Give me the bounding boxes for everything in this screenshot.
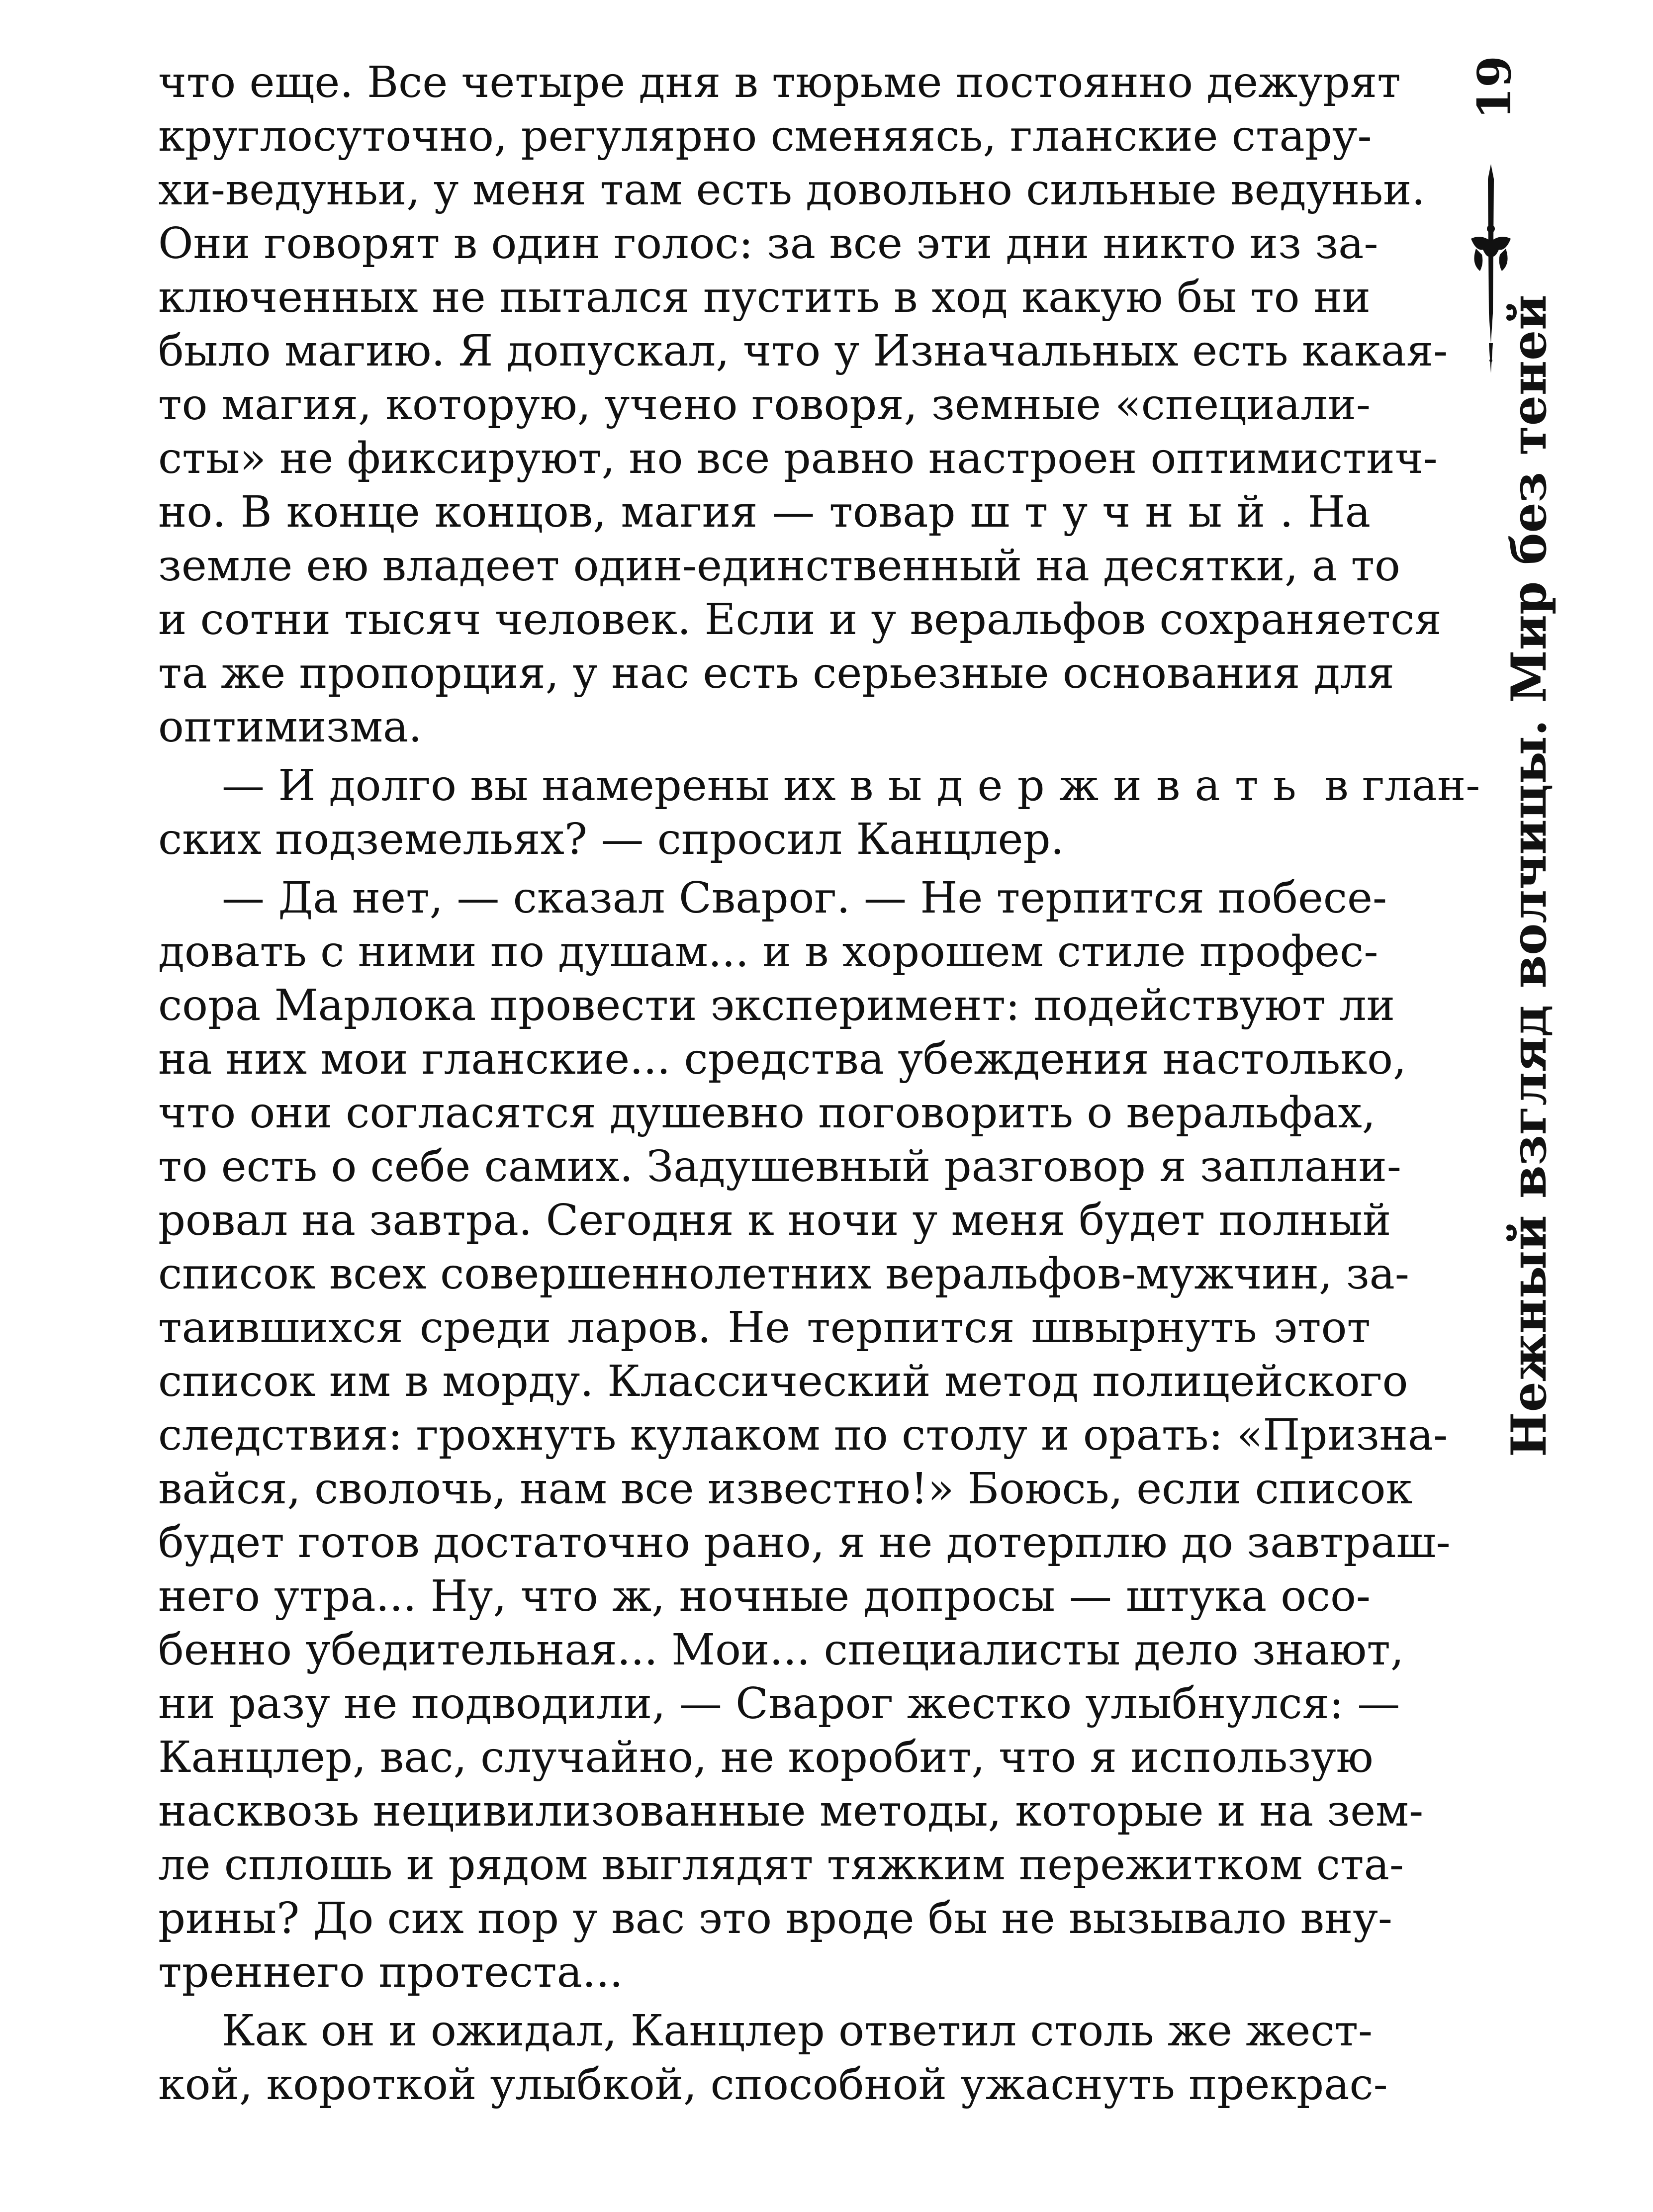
text-segment: — И долго вы намерены их: [222, 761, 849, 811]
text-line: Они говорят в один голос: за все эти дни никто из за-: [158, 219, 1378, 269]
text-line: будет готов достаточно рано, я не дотерплю до завтраш-: [158, 1518, 1451, 1567]
text-line: следствия: грохнуть кулаком по столу и орать: «Призна-: [158, 1410, 1448, 1460]
text-line: что еще. Все четыре дня в тюрьме постоянно дежурят: [158, 58, 1401, 107]
text-line: на них мои гланские... средства убеждения настолько,: [158, 1034, 1407, 1084]
text-line: земле ею владеет один-единственный на десятки, а то: [158, 541, 1400, 591]
text-line: оптимизма.: [158, 702, 422, 752]
text-line: сора Марлока провести эксперимент: подействуют ли: [158, 981, 1395, 1030]
text-line: что они согласятся душевно поговорить о веральфах,: [158, 1088, 1376, 1138]
text-line: вайся, сволочь, нам все известно!» Боюсь, если список: [158, 1464, 1413, 1514]
emphasized-word: штучный: [970, 487, 1280, 537]
text-line: таившихся среди ларов. Не терпится швырнуть этот: [158, 1303, 1371, 1353]
running-title: Нежный взгляд волчицы. Мир без теней: [1501, 294, 1557, 1457]
text-line: ключенных не пытался пустить в ход какую бы то ни: [158, 273, 1371, 322]
text-line: хи-ведуньи, у меня там есть довольно сильные ведуньи.: [158, 165, 1425, 215]
text-line: [158, 485, 1371, 539]
text-line: него утра... Ну, что ж, ночные допросы — штука осо-: [158, 1571, 1371, 1621]
text-line: ровал на завтра. Сегодня к ночи у меня будет полный: [158, 1196, 1391, 1245]
text-line: та же пропорция, у нас есть серьезные основания для: [158, 648, 1394, 698]
text-line: — Да нет, — сказал Сварог. — Не терпится побесе-: [222, 873, 1387, 923]
text-line: то есть о себе самих. Задушевный разговор я заплани-: [158, 1142, 1401, 1192]
text-line: и сотни тысяч человек. Если и у веральфов сохраняется: [158, 595, 1442, 645]
text-line: список всех совершеннолетних веральфов-мужчин, за-: [158, 1249, 1409, 1299]
text-line: ских подземельях? — спросил Канцлер.: [158, 815, 1064, 864]
text-line: треннего протеста...: [158, 1947, 623, 1997]
text-line: [158, 759, 1480, 813]
text-line: Канцлер, вас, случайно, не коробит, что я использую: [158, 1733, 1374, 1782]
text-segment: . На: [1280, 487, 1371, 537]
text-line: рины? До сих пор у вас это вроде бы не вызывало вну-: [158, 1894, 1392, 1943]
text-line: круглосуточно, регулярно сменяясь, гланские стару-: [158, 111, 1372, 161]
text-line: ле сплошь и рядом выглядят тяжким пережитком ста-: [158, 1840, 1404, 1890]
text-line: Как он и ожидал, Канцлер ответил столь же жест-: [222, 2006, 1373, 2056]
text-line: сты» не фиксируют, но все равно настроен оптимистич-: [158, 434, 1438, 483]
text-line: бенно убедительная... Мои... специалисты дело знают,: [158, 1625, 1404, 1675]
text-line: то магия, которую, учено говоря, земные «специали-: [158, 380, 1371, 430]
text-line: насквозь нецивилизованные методы, которые и на зем-: [158, 1786, 1424, 1836]
text-line: было магию. Я допускал, что у Изначальных есть какая-: [158, 326, 1448, 376]
page-number: 19: [1468, 55, 1521, 119]
text-line: список им в морду. Классический метод полицейского: [158, 1357, 1408, 1406]
text-line: ни разу не подводили, — Сварог жестко улыбнулся: —: [158, 1679, 1400, 1729]
text-line: довать с ними по душам... и в хорошем стиле профес-: [158, 927, 1378, 977]
main-text: [158, 56, 1480, 2112]
text-segment: в глан-: [1310, 761, 1480, 811]
emphasized-word: выдерживать: [849, 761, 1311, 811]
text-line: кой, короткой улыбкой, способной ужаснуть прекрас-: [158, 2060, 1388, 2110]
text-segment: но. В конце концов, магия — товар: [158, 487, 970, 537]
